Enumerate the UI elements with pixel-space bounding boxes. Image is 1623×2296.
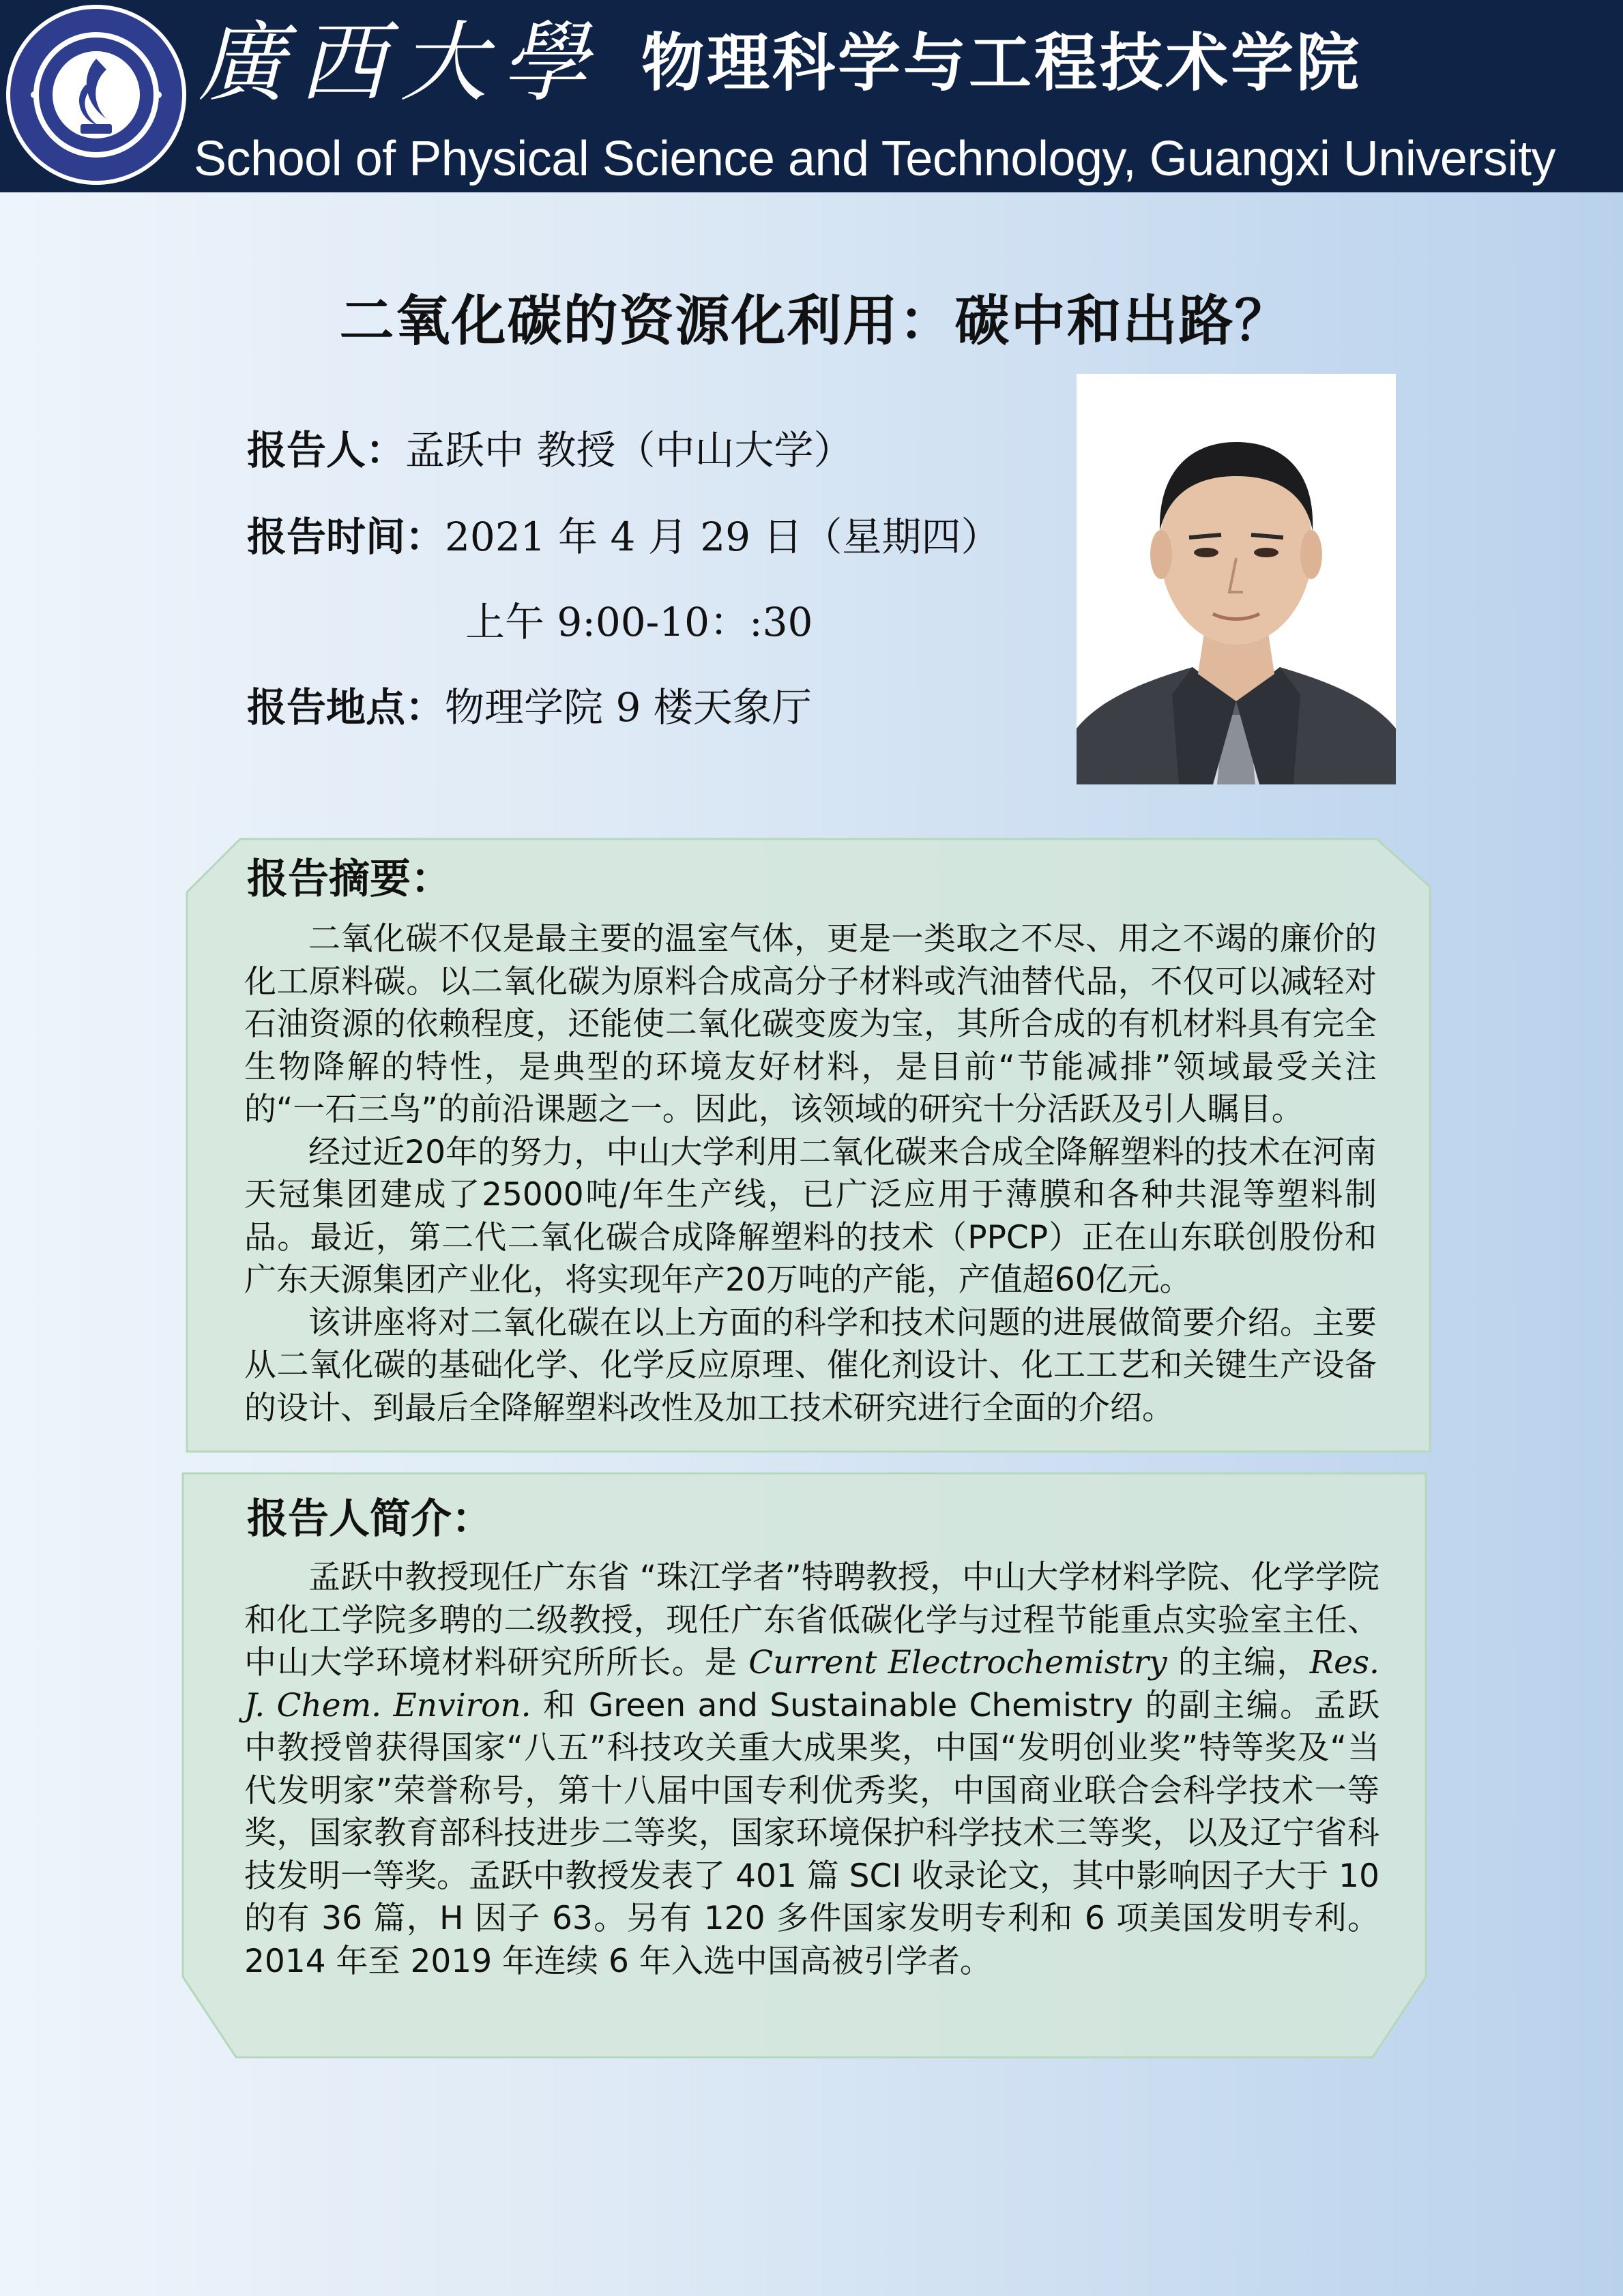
time-row (247, 503, 1001, 571)
school-name-en: School of Physical Science and Technology, Guangxi University (194, 132, 1555, 186)
abstract-paragraph: 该讲座将对二氧化碳在以上方面的科学和技术问题的进展做简要介绍。主要从二氧化碳的基础化学、化学反应原理、催化剂设计、化工工艺和关键生产设备的设计、到最后全降解塑料改性及加工技术研究进行全面的介绍。 (244, 1304, 1377, 1427)
speaker-value: 孟跃中 教授（中山大学） (405, 427, 853, 473)
abstract-body (244, 918, 1377, 1430)
bio-text-1: 孟跃中教授现任广东省 “珠江学者”特聘教授，中山大学材料学院、化学学院和化工学院多聘的二级教授，现任广东省低碳化学与过程节能重点实验室主任、中山大学环境材料研究所所长。是 (244, 1559, 1379, 1681)
abstract-heading: 报告摘要： (247, 855, 452, 903)
bio-body (244, 1557, 1379, 1983)
abstract-panel (186, 838, 1431, 1453)
bio-paragraph (244, 1557, 1379, 1983)
bio-text-3: 和 Green and Sustainable Chemistry 的副主编。孟跃中教授曾获得国家“八五”科技攻关重大成果奖，中国“发明创业奖”特等奖及“当代发明家”荣誉称号，第十八届中国专利优秀奖，中国商业联合会科学技术一等奖，国家教育部科技进步二等奖，国家环境保护科学技术三等奖，以及辽宁省科技发明一等奖。孟跃中教授发表了 401 篇 SCI 收录论文，其中影响因子大于 10 的有 36 篇，H 因子 63。另有 120 多件国家发明专利和 6 项美国发明专利。2014 年至 2019 年连续 6 年入选中国高被引学者。 (244, 1686, 1380, 1980)
place-row (247, 673, 812, 741)
journal-name-1: Current Electrochemistry (748, 1644, 1167, 1681)
time-value-continued: 上午 9:00-10：:30 (465, 599, 813, 645)
lecture-title: 二氧化碳的资源化利用：碳中和出路？ (339, 289, 1291, 353)
school-name-cn: 物理科学与工程技术学院 (641, 27, 1362, 100)
place-value: 物理学院 9 楼天象厅 (445, 684, 812, 731)
university-name-cn: 廣西大學 (198, 12, 602, 114)
bio-heading: 报告人简介： (247, 1495, 493, 1543)
bio-panel (181, 1472, 1427, 2059)
speaker-label: 报告人： (247, 427, 406, 473)
abstract-paragraph: 二氧化碳不仅是最主要的温室气体，更是一类取之不尽、用之不竭的廉价的化工原料碳。以二氧化碳为原料合成高分子材料或汽油替代品，不仅可以减轻对石油资源的依赖程度，还能使二氧化碳变废为宝，其所合成的有机材料具有完全生物降解的特性，是典型的环境友好材料，是目前“节能减排”领域最受关注的“一石三鸟”的前沿课题之一。因此，该领域的研究十分活跃及引人瞩目。 (244, 920, 1377, 1128)
speaker-photo (1077, 374, 1396, 784)
university-logo (4, 3, 188, 187)
time-label: 报告时间： (247, 514, 445, 560)
time-value: 2021 年 4 月 29 日（星期四） (445, 514, 1001, 560)
place-label: 报告地点： (247, 684, 445, 731)
abstract-paragraph: 经过近20年的努力，中山大学利用二氧化碳来合成全降解塑料的技术在河南天冠集团建成了25000吨/年生产线，已广泛应用于薄膜和各种共混等塑料制品。最近，第二代二氧化碳合成降解塑料的技术（PPCP）正在山东联创股份和广东天源集团产业化，将实现年产20万吨的产能，产值超60亿元。 (244, 1133, 1377, 1299)
speaker-row (247, 416, 853, 484)
bio-text-2: 的主编， (1167, 1644, 1310, 1681)
journal-name-2: Res. J. Chem. Environ. (244, 1644, 1379, 1724)
header-banner (0, 0, 1623, 192)
